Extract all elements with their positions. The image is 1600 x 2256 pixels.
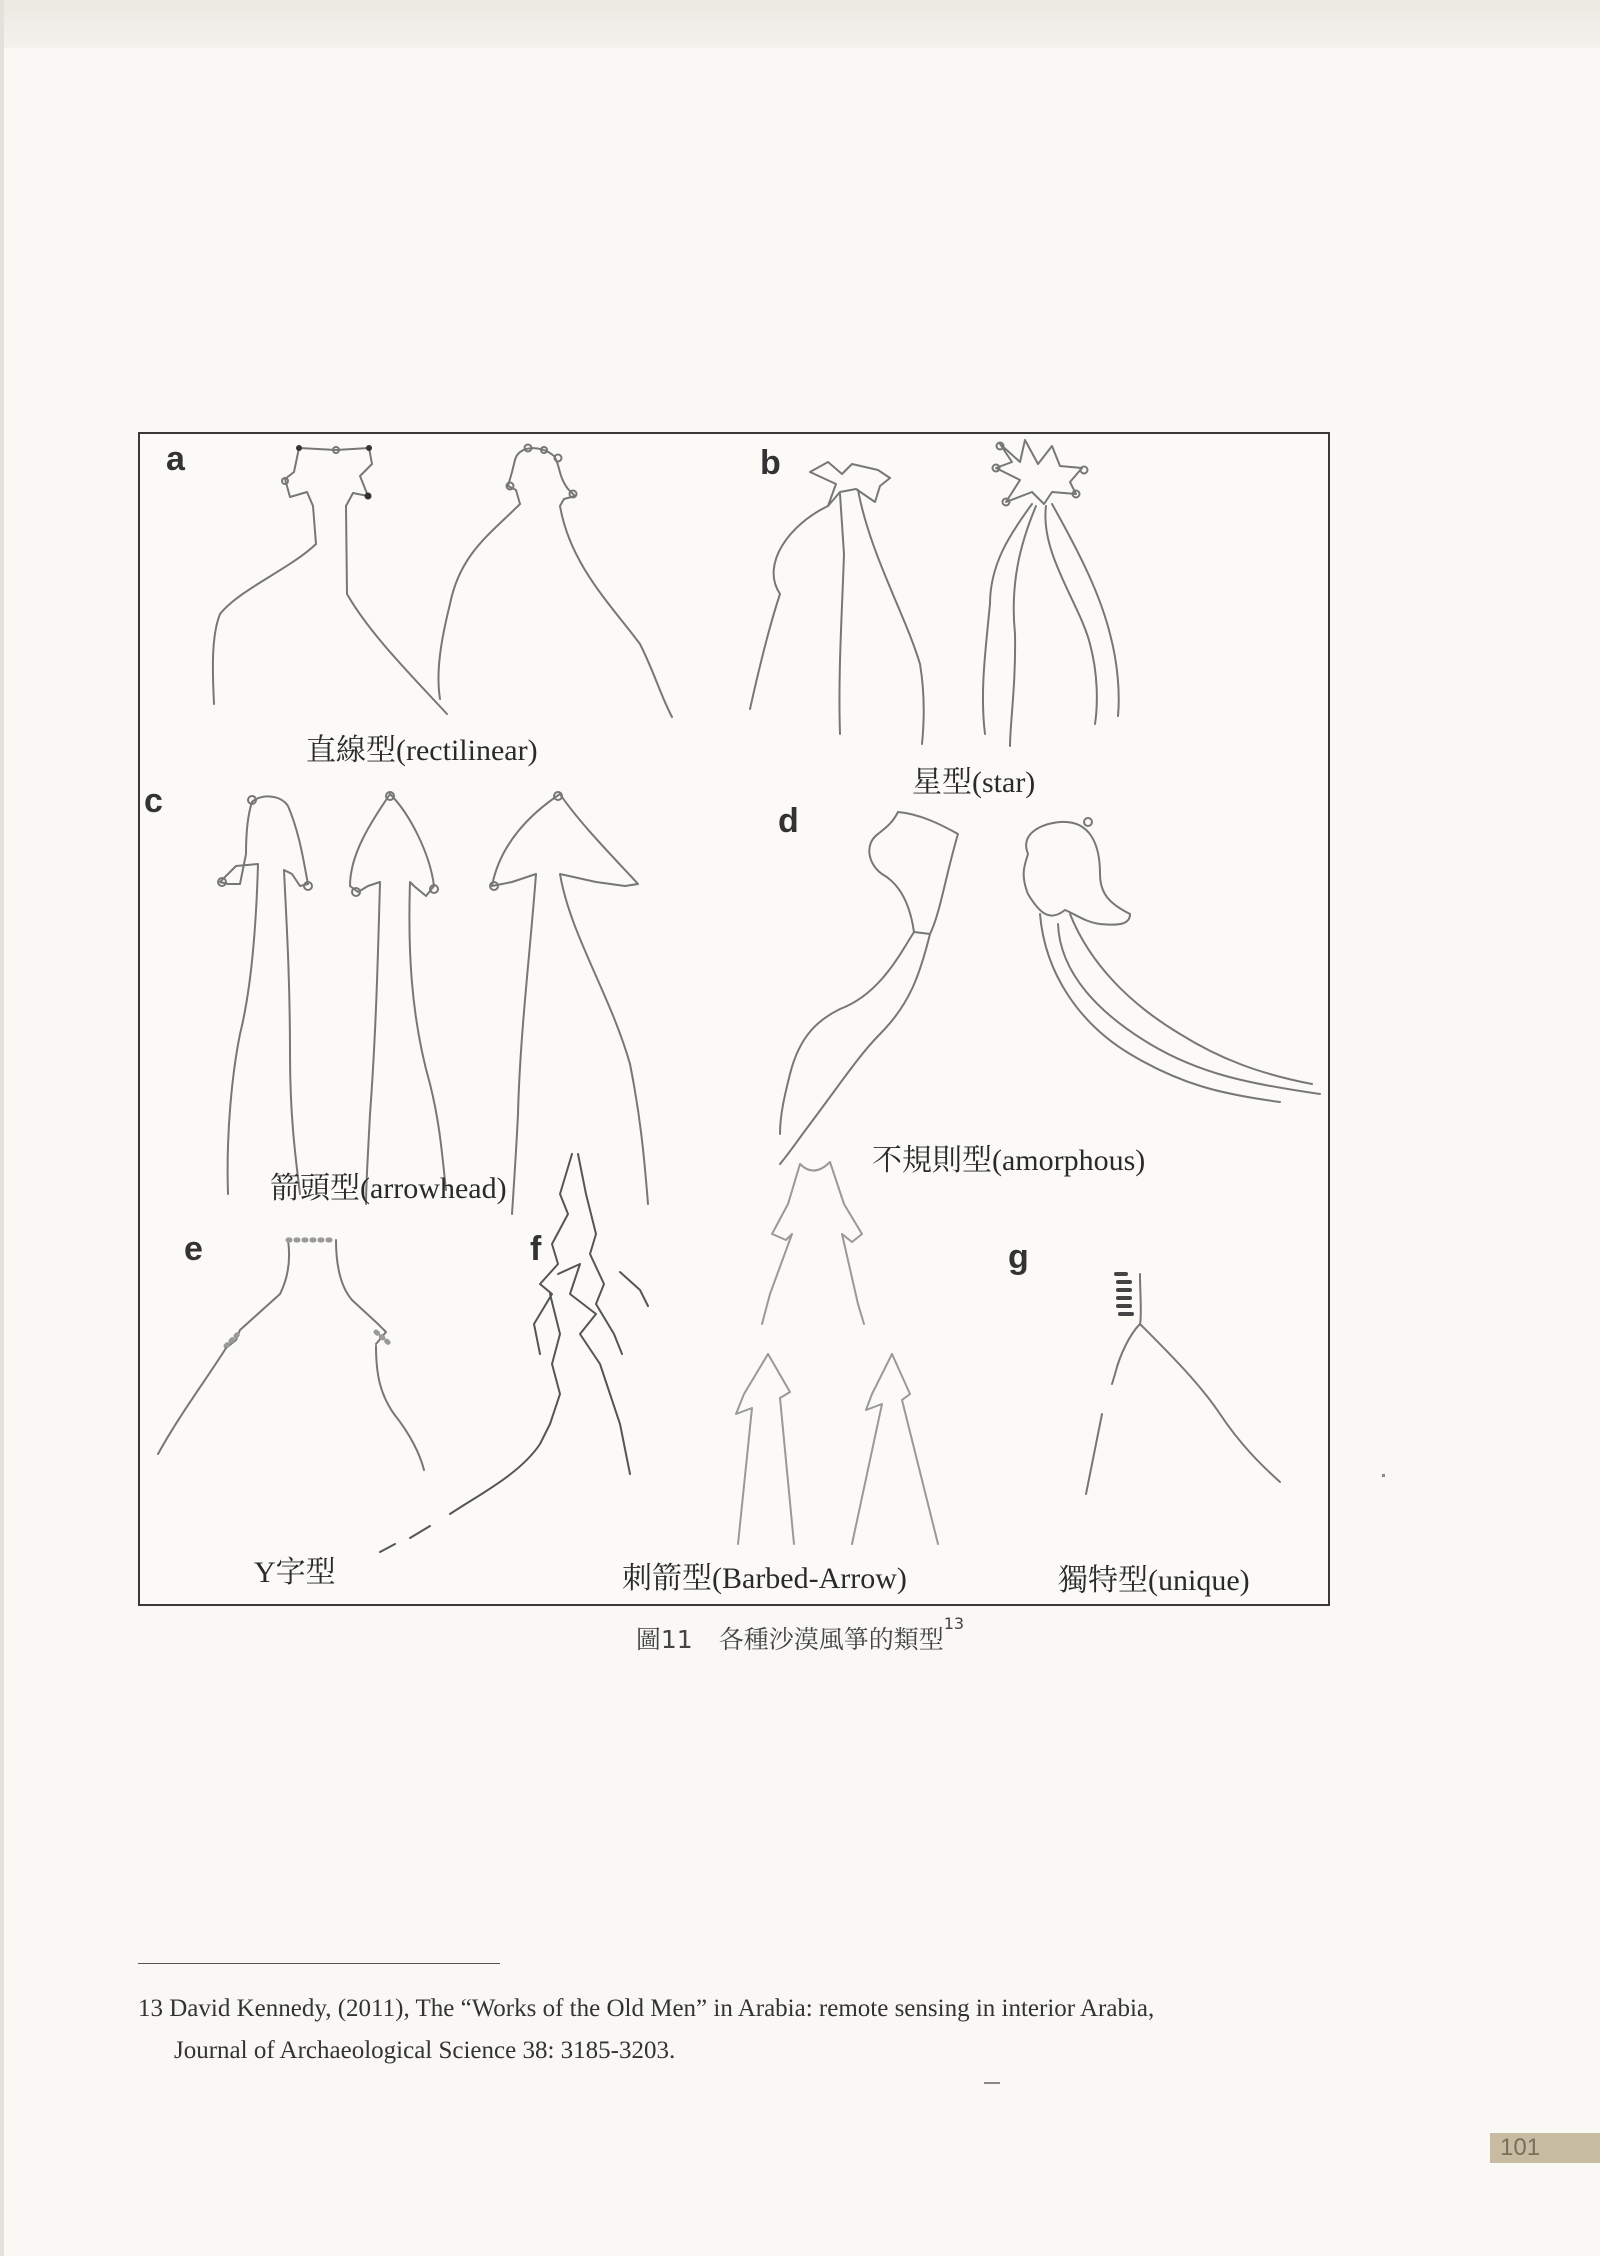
- kite-arrowhead-2: [350, 792, 446, 1204]
- figure-frame: [138, 432, 1330, 1606]
- label-amorphous: 不規則型(amorphous): [872, 1144, 1146, 1177]
- scan-left-edge: [0, 0, 4, 2256]
- footnote-divider: [138, 1963, 500, 1964]
- kite-rectilinear-1: [213, 445, 447, 714]
- label-rectilinear: 直線型(rectilinear): [306, 734, 538, 767]
- kite-amorphous-2: [1024, 818, 1320, 1102]
- scan-speck: [1382, 1474, 1385, 1477]
- footnote: [138, 1988, 1348, 2072]
- panel-letter-a: a: [166, 440, 185, 478]
- figure-number: 圖11: [635, 1625, 693, 1654]
- page-number: 101: [1490, 2133, 1600, 2163]
- kite-arrowhead-3: [490, 792, 648, 1214]
- scan-speck: [984, 2082, 1000, 2084]
- label-star: 星型(star): [912, 766, 1036, 799]
- panel-letter-e: e: [184, 1230, 203, 1268]
- figure-title: 各種沙漠風箏的類型: [718, 1625, 944, 1654]
- kite-star-2: [983, 440, 1119, 746]
- footnote-line-1: 13 David Kennedy, (2011), The “Works of the Old Men” in Arabia: remote sensing in interior Arabia,: [138, 1995, 1155, 2022]
- panel-letter-g: g: [1008, 1238, 1029, 1276]
- scan-top-band: [0, 0, 1600, 48]
- panel-letter-f: f: [530, 1230, 542, 1268]
- kite-barbed-arrow-1: [380, 1154, 648, 1552]
- kite-star-1: [750, 462, 924, 744]
- label-barbed-arrow: 刺箭型(Barbed-Arrow): [622, 1562, 907, 1595]
- panel-letter-c: c: [144, 782, 163, 820]
- kite-arrowhead-1: [218, 796, 312, 1194]
- label-unique: 獨特型(unique): [1058, 1564, 1250, 1597]
- kite-amorphous-1: [780, 812, 958, 1164]
- label-y-shape: Y字型: [254, 1556, 336, 1589]
- figure-caption: [0, 1614, 1600, 1656]
- desert-kite-drawings: [140, 434, 1328, 1604]
- panel-letter-b: b: [760, 444, 781, 482]
- kite-rectilinear-2: [438, 445, 672, 718]
- footnote-line-2: Journal of Archaeological Science 38: 3185-3203.: [174, 2037, 676, 2064]
- panel-letter-d: d: [778, 802, 799, 840]
- label-arrowhead: 箭頭型(arrowhead): [270, 1172, 507, 1205]
- kite-y-shape: [158, 1240, 424, 1470]
- footnote-reference: 13: [943, 1614, 965, 1633]
- kite-barbed-arrow-2: [736, 1162, 938, 1544]
- kite-unique: [1086, 1274, 1280, 1494]
